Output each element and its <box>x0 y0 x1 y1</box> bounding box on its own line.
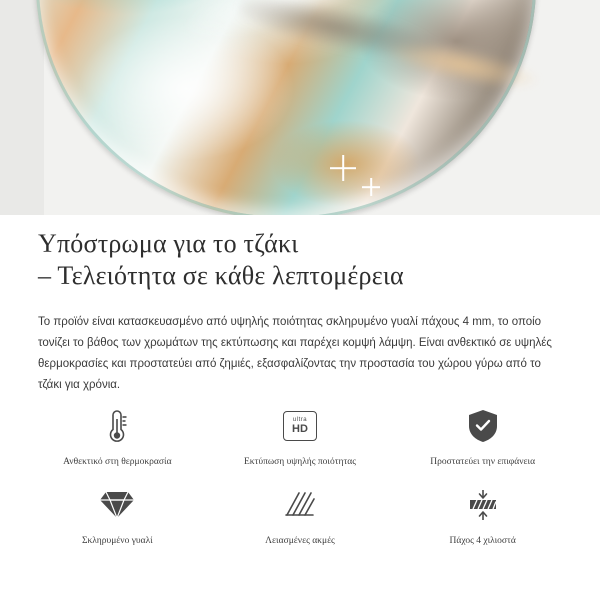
feature-polished-edges <box>209 484 392 547</box>
feature-label: Ανθεκτικό στη θερμοκρασία <box>63 457 172 467</box>
feature-label: Εκτύπωση υψηλής ποιότητας <box>243 457 357 467</box>
feature-print-quality <box>209 405 392 468</box>
feature-label: Σκληρυμένο γυαλί <box>81 536 153 546</box>
headline-line-1: Υπόστρωμα για το τζάκι <box>38 229 299 258</box>
feature-row-2 <box>26 484 574 547</box>
feature-tempered-glass <box>26 484 209 547</box>
feature-label: Πάχος 4 χιλιοστά <box>449 536 516 546</box>
hero-image <box>0 0 600 215</box>
text-content <box>0 228 600 396</box>
hero-left-edge <box>0 0 44 215</box>
shield-check-icon <box>466 405 500 447</box>
feature-heat-resistant <box>26 405 209 468</box>
badge-bottom-text: HD <box>292 423 308 435</box>
feature-row-1 <box>26 405 574 468</box>
feature-surface-protection <box>391 405 574 468</box>
thermometer-icon <box>104 405 130 447</box>
polished-edges-icon <box>283 484 317 526</box>
badge-top-text: ultra <box>292 417 308 423</box>
round-glass-board <box>36 0 536 215</box>
thickness-icon <box>464 484 502 526</box>
feature-thickness <box>391 484 574 547</box>
feature-grid <box>0 405 600 547</box>
feature-label: Λειασμένες ακμές <box>265 536 335 546</box>
feature-label: Προστατεύει την επιφάνεια <box>430 457 536 467</box>
page-title <box>38 228 562 292</box>
diamond-icon <box>99 484 135 526</box>
glass-rim <box>36 0 536 215</box>
headline-line-2: – Τελειότητα σε κάθε λεπτομέρεια <box>38 261 404 290</box>
description-paragraph: Το προϊόν είναι κατασκευασμένο από υψηλής ποιότητας σκληρυμένο γυαλί πάχους 4 mm, το οποίο τονίζει το βάθος των χρωμάτων της εκτύπωσης και παρέχει κομψή λάμψη. Είναι ανθεκτικό σε υψηλές θερμοκρασίες και προστατεύει από ζημιές, εξασφαλίζοντας την προστασία του χώρου γύρω από το τζάκι για χρόνια. <box>38 316 552 391</box>
ultra-hd-icon <box>283 405 317 447</box>
